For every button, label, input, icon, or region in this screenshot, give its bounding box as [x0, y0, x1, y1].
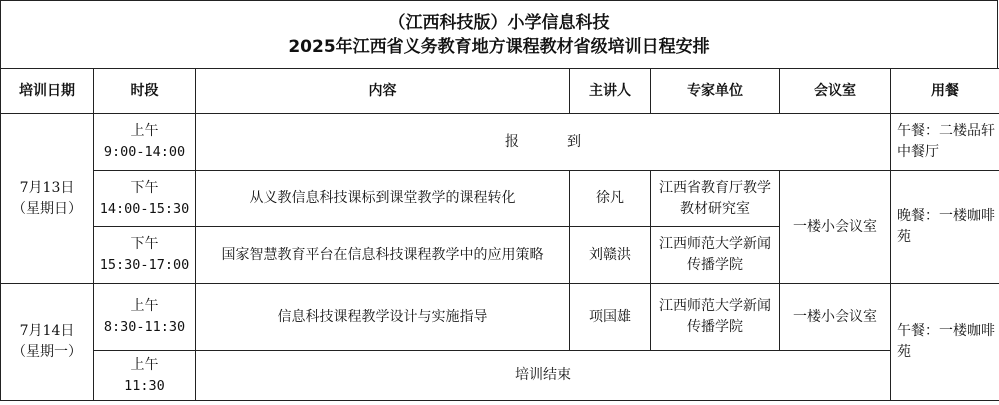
date-cell: [1, 284, 94, 401]
period-label: 下午: [130, 236, 159, 252]
period-time: 9:00-14:00: [103, 144, 186, 160]
table-row: [1, 114, 999, 171]
meal-cell: 晚餐：一楼咖啡苑: [891, 171, 999, 284]
period-cell: [94, 351, 196, 401]
period-cell: [94, 114, 196, 171]
header-speaker: 主讲人: [570, 69, 651, 114]
header-content: 内容: [196, 69, 570, 114]
content-cell: 国家智慧教育平台在信息科技课程教学中的应用策略: [196, 227, 570, 284]
period-label: 上午: [130, 356, 159, 373]
unit-cell: 江西省教育厅教学教材研究室: [651, 171, 780, 227]
speaker-cell: 项国雄: [570, 284, 651, 351]
unit-cell: 江西师范大学新闻传播学院: [651, 227, 780, 284]
header-date: 培训日期: [1, 69, 94, 114]
content-cell: 信息科技课程教学设计与实施指导: [196, 284, 570, 351]
unit-cell: 江西师范大学新闻传播学院: [651, 284, 780, 351]
speaker-cell: 刘赣洪: [570, 227, 651, 284]
schedule-table: [0, 68, 999, 401]
weekday-text: （星期日）: [12, 200, 82, 217]
room-cell: 一楼小会议室: [780, 284, 891, 351]
weekday-text: （星期一）: [12, 344, 82, 360]
header-room: 会议室: [780, 69, 891, 114]
schedule-title: [0, 0, 998, 68]
date-text: 7月14日: [19, 323, 75, 339]
header-period: 时段: [94, 69, 196, 114]
period-label: 上午: [130, 123, 159, 139]
table-row: [1, 171, 999, 227]
header-unit: 专家单位: [651, 69, 780, 114]
speaker-cell: 徐凡: [570, 171, 651, 227]
content-cell: 培训结束: [196, 351, 891, 401]
date-cell: [1, 114, 94, 284]
period-label: 上午: [130, 298, 159, 314]
meal-cell: 午餐：二楼品轩中餐厅: [891, 114, 999, 171]
title-line-2: 2025年江西省义务教育地方课程教材省级培训日程安排: [288, 36, 710, 57]
period-cell: [94, 227, 196, 284]
date-text: 7月13日: [19, 179, 75, 196]
table-row: [1, 351, 999, 401]
period-time: 8:30-11:30: [103, 319, 186, 335]
period-cell: [94, 171, 196, 227]
period-time: 14:00-15:30: [99, 200, 190, 217]
header-meal: 用餐: [891, 69, 999, 114]
content-cell: 从义教信息科技课标到课堂教学的课程转化: [196, 171, 570, 227]
table-row: [1, 284, 999, 351]
meal-cell: 午餐：一楼咖啡苑: [891, 284, 999, 401]
content-cell: [196, 114, 891, 171]
period-cell: [94, 284, 196, 351]
header-row: [1, 69, 999, 114]
room-cell: 一楼小会议室: [780, 171, 891, 284]
period-time: 15:30-17:00: [99, 257, 190, 273]
content-text: 报到: [505, 133, 629, 150]
period-time: 11:30: [124, 377, 165, 394]
period-label: 下午: [130, 179, 159, 196]
title-line-1: （江西科技版）小学信息科技: [388, 12, 610, 33]
